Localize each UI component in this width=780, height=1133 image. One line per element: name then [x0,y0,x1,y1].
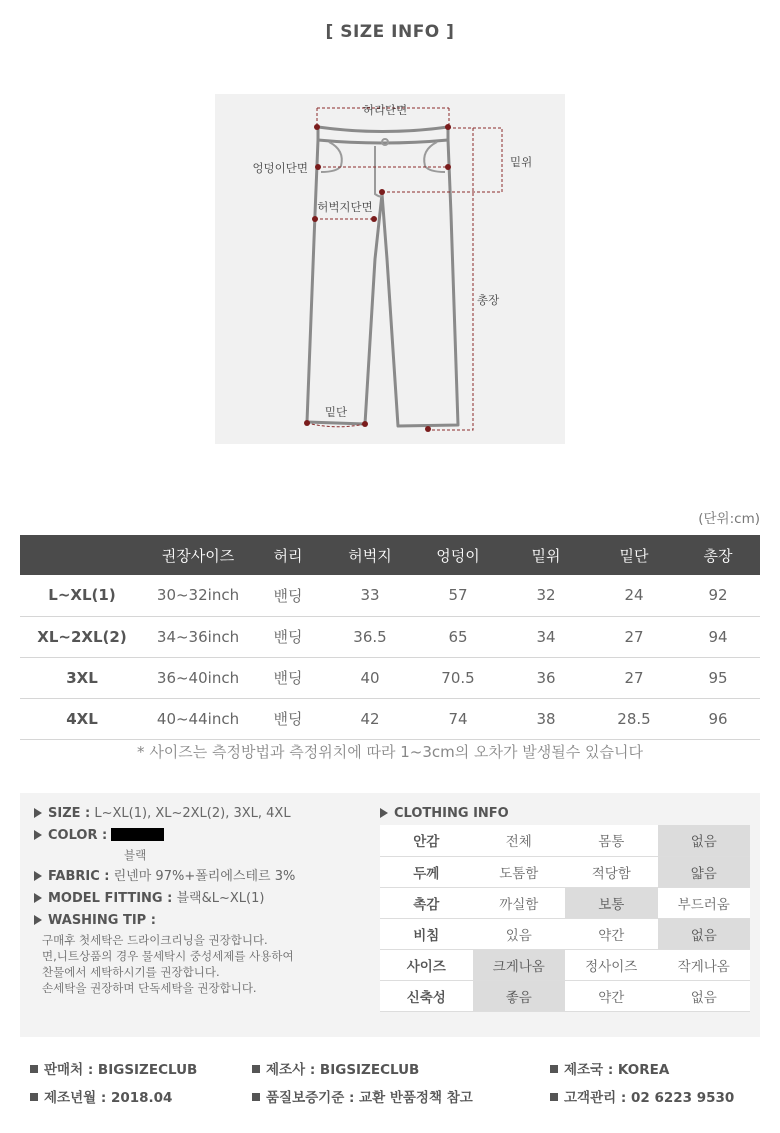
clothing-info-label: 촉감 [380,887,473,918]
clothing-info-label: 사이즈 [380,949,473,980]
waist-label: 허리단면 [362,103,408,117]
table-cell: 30~32inch [144,575,252,616]
table-row [20,657,760,698]
size-table-header [20,535,760,575]
table-cell: 36 [500,657,592,698]
model-value: 블랙&L~XL(1) [176,891,265,906]
clothing-info-label: 신축성 [380,980,473,1011]
header-cell: 엉덩이 [416,535,500,575]
thigh-label: 허벅지단면 [317,200,373,214]
square-bullet-icon [550,1093,558,1101]
header-cell: 밑단 [592,535,676,575]
clothing-info-option: 없음 [658,980,751,1011]
table-cell: 70.5 [416,657,500,698]
fabric-info-row [34,866,374,888]
washing-line: 손세탁을 권장하며 단독세탁을 권장합니다. [42,981,257,995]
header-cell [20,535,144,575]
rise-label: 밑위 [510,155,533,169]
footer-cs [550,1086,734,1106]
clothing-info-option-selected: 보통 [565,887,658,918]
clothing-info-option: 적당함 [565,856,658,887]
washing-key: WASHING TIP : [48,913,156,928]
clothing-info-option-selected: 크게나옴 [473,949,566,980]
footer-quality-text: 품질보증기준 : 교환 반품정책 참고 [266,1090,473,1106]
footer-country [550,1058,669,1078]
header-cell: 밑위 [500,535,592,575]
table-cell: 27 [592,657,676,698]
color-info-row [34,825,374,847]
fabric-key: FABRIC : [48,869,110,884]
model-info-row [34,888,374,910]
section-title: [ SIZE INFO ] [325,22,455,42]
clothing-info-row [380,918,750,949]
table-row [20,575,760,616]
clothing-info-option: 부드러움 [658,887,751,918]
footer-maker [252,1058,419,1078]
table-cell: 24 [592,575,676,616]
footer-maker-text: 제조사 : BIGSIZECLUB [266,1062,420,1078]
fabric-value: 린넨마 97%+폴리에스테르 3% [113,869,296,884]
square-bullet-icon [30,1093,38,1101]
square-bullet-icon [550,1065,558,1073]
table-cell: 40~44inch [144,698,252,739]
size-name-cell: XL~2XL(2) [20,616,144,657]
triangle-bullet-icon [34,915,42,925]
washing-info-row [34,910,374,932]
footer-country-text: 제조국 : KOREA [564,1062,670,1078]
clothing-info-option-selected: 없음 [658,918,751,949]
table-cell: 57 [416,575,500,616]
header-cell: 허벅지 [324,535,416,575]
footer-date-text: 제조년월 : 2018.04 [44,1090,173,1106]
table-cell: 34~36inch [144,616,252,657]
hip-label: 엉덩이단면 [252,161,308,175]
clothing-info-label: 두께 [380,856,473,887]
table-cell: 밴딩 [252,616,324,657]
clothing-info-row [380,949,750,980]
clothing-info-title [380,803,750,825]
clothing-info-option: 몸통 [565,825,658,856]
washing-line: 찬물에서 세탁하시기를 권장합니다. [42,965,220,979]
size-info-row [34,803,374,825]
table-cell: 40 [324,657,416,698]
clothing-info-option: 있음 [473,918,566,949]
triangle-bullet-icon [34,808,42,818]
header-cell: 권장사이즈 [144,535,252,575]
table-cell: 96 [676,698,760,739]
clothing-info-option-selected: 없음 [658,825,751,856]
square-bullet-icon [252,1065,260,1073]
clothing-info-option-selected: 얇음 [658,856,751,887]
clothing-info-option: 약간 [565,918,658,949]
triangle-bullet-icon [34,871,42,881]
table-cell: 42 [324,698,416,739]
clothing-info-row [380,856,750,887]
clothing-info-title-text: CLOTHING INFO [394,806,509,821]
pants-illustration [215,94,565,444]
length-label: 총장 [477,293,500,307]
clothing-info-option: 까실함 [473,887,566,918]
table-cell: 36.5 [324,616,416,657]
clothing-info-row [380,825,750,856]
table-cell: 밴딩 [252,575,324,616]
clothing-info-option: 작게나옴 [658,949,751,980]
clothing-info-option: 전체 [473,825,566,856]
washing-line: 면,니트상품의 경우 물세탁시 중성세제를 사용하여 [42,949,294,963]
table-cell: 34 [500,616,592,657]
size-name-cell: 4XL [20,698,144,739]
clothing-info-label: 안감 [380,825,473,856]
table-cell: 65 [416,616,500,657]
table-cell: 밴딩 [252,657,324,698]
header-cell: 허리 [252,535,324,575]
clothing-info-row [380,980,750,1011]
square-bullet-icon [252,1093,260,1101]
table-row [20,616,760,657]
size-value: L~XL(1), XL~2XL(2), 3XL, 4XL [94,806,291,821]
clothing-info-option: 약간 [565,980,658,1011]
color-key: COLOR : [48,828,108,843]
header-cell: 총장 [676,535,760,575]
table-cell: 36~40inch [144,657,252,698]
table-cell: 28.5 [592,698,676,739]
clothing-info-option-selected: 좋음 [473,980,566,1011]
footer-seller-text: 판매처 : BIGSIZECLUB [44,1062,198,1078]
footer-seller [30,1058,197,1078]
footer-cs-text: 고객관리 : 02 6223 9530 [564,1090,735,1106]
table-cell: 32 [500,575,592,616]
footer-quality [252,1086,473,1106]
table-cell: 94 [676,616,760,657]
model-key: MODEL FITTING : [48,891,173,906]
size-name-cell: L~XL(1) [20,575,144,616]
table-cell: 밴딩 [252,698,324,739]
unit-label: (단위:cm) [698,511,760,527]
table-cell: 27 [592,616,676,657]
hem-label: 밑단 [324,405,348,419]
washing-line: 구매후 첫세탁은 드라이크리닝을 권장합니다. [42,933,268,947]
clothing-info [380,803,750,1012]
table-cell: 33 [324,575,416,616]
table-cell: 38 [500,698,592,739]
clothing-info-table [380,825,750,1012]
clothing-info-option: 도톰함 [473,856,566,887]
table-cell: 74 [416,698,500,739]
clothing-info-label: 비침 [380,918,473,949]
footer-date [30,1086,172,1106]
square-bullet-icon [30,1065,38,1073]
color-name: 블랙 [124,848,147,862]
clothing-info-option: 정사이즈 [565,949,658,980]
product-info-panel [20,793,760,1037]
size-table [20,535,760,740]
clothing-info-row [380,887,750,918]
table-row [20,698,760,739]
size-key: SIZE : [48,806,91,821]
triangle-bullet-icon [34,830,42,840]
size-note: * 사이즈는 측정방법과 측정위치에 따라 1~3cm의 오차가 발생될수 있습니다 [137,743,643,761]
triangle-bullet-icon [380,808,388,818]
color-swatch [111,828,164,841]
table-cell: 92 [676,575,760,616]
triangle-bullet-icon [34,893,42,903]
pants-measurement-diagram [215,94,565,444]
size-name-cell: 3XL [20,657,144,698]
product-details [34,803,374,996]
table-cell: 95 [676,657,760,698]
